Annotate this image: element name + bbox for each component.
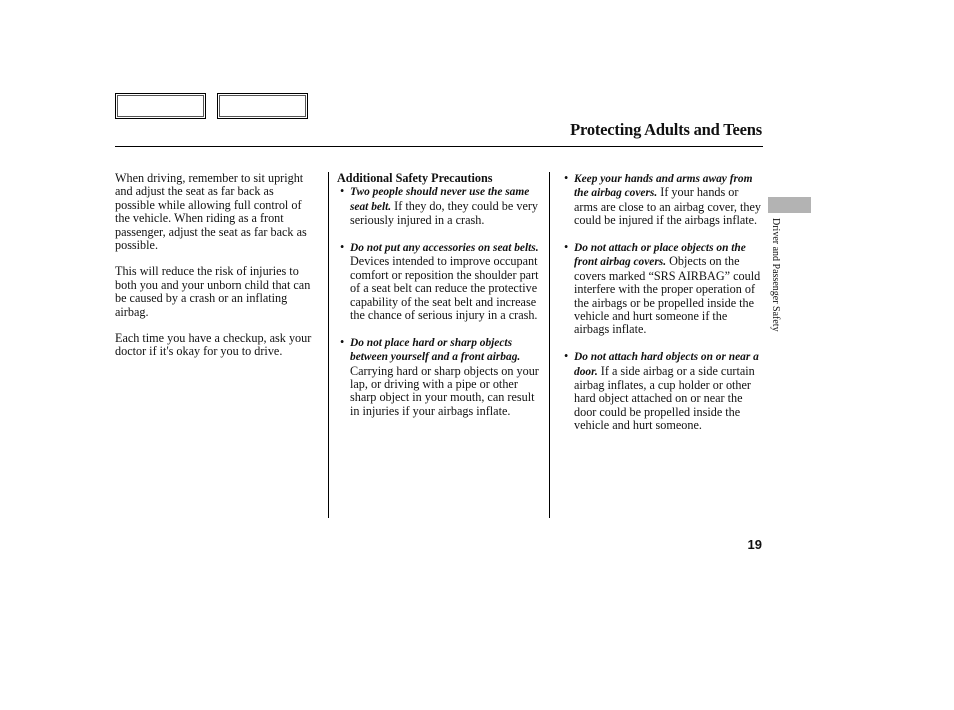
- precaution-item: [337, 241, 543, 322]
- precaution-text: If your hands or arms are close to an airbag cover, they could be injured if the airbags inflate.: [574, 185, 761, 228]
- left-column: [115, 172, 315, 372]
- bullet-icon: •: [564, 240, 569, 255]
- precaution-item: [337, 336, 543, 418]
- nav-button-previous[interactable]: [115, 93, 206, 119]
- precaution-lead: Two people should never use the same seat belt.: [350, 186, 530, 213]
- precaution-lead: Do not put any accessories on seat belts.: [350, 242, 539, 255]
- precaution-text: Objects on the covers marked “SRS AIRBAG” could interfere with the proper operation of the airbags or be propelled inside the vehicle and hurt someone if the airbags inflate.: [574, 254, 761, 337]
- precaution-lead: Keep your hands and arms away from the airbag covers.: [574, 173, 753, 200]
- right-column: [561, 172, 765, 446]
- bullet-icon: •: [340, 334, 345, 349]
- precaution-lead: Do not attach hard objects on or near a door.: [574, 351, 759, 378]
- section-side-label: Driver and Passenger Safety: [770, 218, 781, 332]
- precaution-text: If they do, they could be very seriously injured in a crash.: [350, 198, 539, 228]
- bullet-icon: •: [564, 171, 569, 185]
- column-divider-left: [328, 172, 329, 518]
- paragraph-injury-risk: This will reduce the risk of injuries to both you and your unborn child that can be caused by a crash or an inflating airbag.: [115, 264, 311, 319]
- precaution-text: Devices intended to improve occupant comfort or reposition the shoulder part of a seat belt can reduce the protective capability of the seat belt and increase the chance of serious injury in a crash.: [350, 254, 539, 323]
- precaution-text: Carrying hard or sharp objects on your lap, or driving with a pipe or other sharp object in your mouth, can result in injuries if your airbags inflate.: [350, 363, 539, 418]
- precaution-item: [561, 350, 765, 432]
- header-divider: [115, 146, 763, 147]
- middle-column: [337, 172, 543, 432]
- bullet-icon: •: [340, 184, 345, 199]
- precaution-item: [337, 185, 543, 227]
- bullet-icon: •: [340, 240, 345, 255]
- bullet-icon: •: [564, 349, 569, 364]
- precaution-item: [561, 172, 765, 228]
- page-number: 19: [747, 537, 762, 552]
- page-title: Protecting Adults and Teens: [570, 120, 762, 139]
- paragraph-checkup: Each time you have a checkup, ask your doctor if it's okay for you to drive.: [115, 331, 312, 359]
- precaution-lead: Do not place hard or sharp objects between yourself and a front airbag.: [350, 336, 521, 364]
- precaution-item: [561, 241, 765, 337]
- column-divider-right: [549, 172, 550, 518]
- paragraph-driving-posture: When driving, remember to sit upright and adjust the seat as far back as possible while allowing full control of the vehicle. When riding as a front passenger, adjust the seat as far back as possible.: [115, 171, 307, 253]
- section-tab: [768, 197, 811, 213]
- nav-button-next[interactable]: [217, 93, 308, 119]
- precaution-lead: Do not attach or place objects on the front airbag covers.: [574, 242, 746, 269]
- section-heading: Additional Safety Precautions: [337, 171, 493, 185]
- precaution-text: If a side airbag or a side curtain airbag inflates, a cup holder or other hard object attached on or near the door could be propelled inside the vehicle and hurt someone.: [574, 363, 755, 433]
